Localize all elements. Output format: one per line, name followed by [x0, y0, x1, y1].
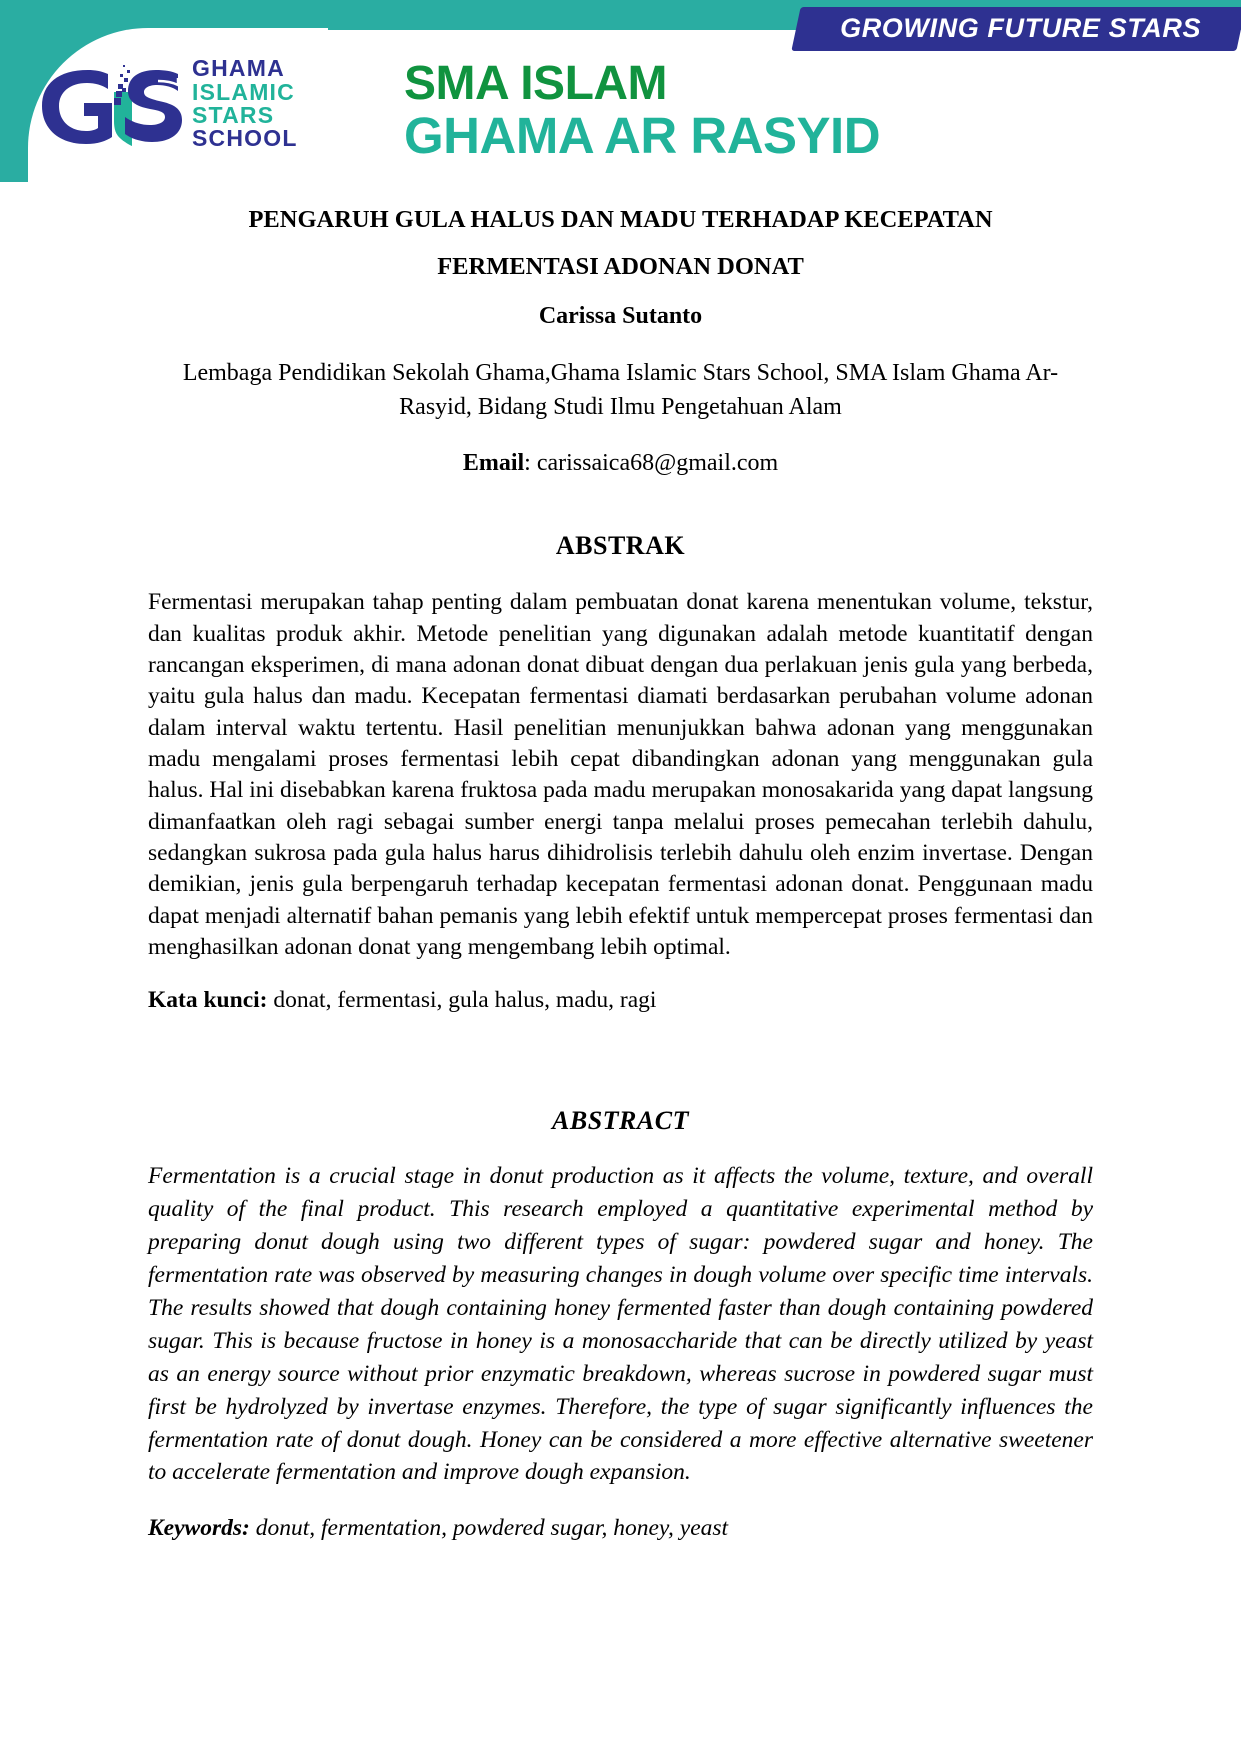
logo-word-line2: ISLAMIC — [192, 78, 295, 105]
logo-word-line3: STARS — [192, 102, 275, 128]
abstract-keywords-label: Keywords: — [148, 1515, 250, 1542]
abstrak-keywords-label: Kata kunci: — [148, 987, 268, 1014]
badge-label: GROWING FUTURE STARS — [840, 13, 1202, 43]
paper-title — [148, 208, 1093, 279]
school-name-line2: GHAMA AR RASYID — [404, 107, 881, 164]
abstract-keywords — [148, 1515, 1093, 1542]
abstrak-keywords — [148, 987, 1093, 1014]
paper-title-line1: PENGARUH GULA HALUS DAN MADU TERHADAP KECEPATAN — [248, 206, 993, 233]
abstrak-body: Fermentasi merupakan tahap penting dalam pembuatan donat karena menentukan volume, tekstur, dan kualitas produk akhir. Metode penelitian yang digunakan adalah metode kuantitatif dengan rancangan eksperimen, di mana adonan donat dibuat dengan dua perlakuan jenis gula yang berbeda, yaitu gula halus dan madu. Kecepatan fermentasi diamati berdasarkan perubahan volume adonan dalam interval waktu tertentu. Hasil penelitian menunjukkan bahwa adonan yang menggunakan madu mengalami proses fermentasi lebih cepat dibandingkan adonan yang menggunakan gula halus. Hal ini disebabkan karena fruktosa pada madu merupakan monosakarida yang dapat langsung dimanfaatkan oleh ragi sebagai sumber energi tanpa melalui proses pemecahan terlebih dahulu, sedangkan sukrosa pada gula halus harus dihidrolisis terlebih dahulu oleh enzim invertase. Dengan demikian, jenis gula berpengaruh terhadap kecepatan fermentasi adonan donat. Penggunaan madu dapat menjadi alternatif bahan pemanis yang lebih efektif untuk mempercepat proses fermentasi dan menghasilkan adonan donat yang mengembang lebih optimal. — [148, 589, 1093, 961]
school-name-heading — [404, 57, 881, 164]
logo-word-line1: GHAMA — [192, 55, 285, 82]
page-content — [148, 208, 1093, 1542]
email-label: Email — [462, 450, 525, 477]
abstrak-keywords-value: donat, fermentasi, gula halus, madu, ragi — [267, 987, 657, 1014]
paper-title-line2: FERMENTASI ADONAN DONAT — [437, 252, 804, 280]
letterhead-banner — [0, 0, 1241, 182]
school-logo — [28, 48, 298, 160]
author-email — [148, 450, 1093, 477]
abstract-body: Fermentation is a crucial stage in donut production as it affects the volume, texture, and overall quality of the final product. This research employed a quantitative experimental method by preparing donut dough using two different types of sugar: powdered sugar and honey. The fermentation rate was observed by measuring changes in dough volume over specific time intervals. The results showed that dough containing honey fermented faster than dough containing powdered sugar. This is because fructose in honey is a monosaccharide that can be directly utilized by yeast as an energy source without prior enzymatic breakdown, whereas sucrose in powdered sugar must first be hydrolyzed by invertase enzymes. Therefore, the type of sugar significantly influences the fermentation rate of donut dough. Honey can be considered a more effective alternative sweetener to accelerate fermentation and improve dough expansion. — [148, 1163, 1093, 1486]
author-affiliation: Lembaga Pendidikan Sekolah Ghama,Ghama Islamic Stars School, SMA Islam Ghama Ar-Rasyid, Bidang Studi Ilmu Pengetahuan Alam — [182, 360, 1059, 421]
abstrak-heading: ABSTRAK — [555, 531, 686, 561]
abstract-heading: ABSTRACT — [552, 1106, 689, 1136]
author-name: Carissa Sutanto — [538, 303, 703, 329]
email-address[interactable]: carissaica68@gmail.com — [536, 450, 779, 477]
logo-wordmark — [192, 57, 298, 151]
abstract-keywords-value: donut, fermentation, powdered sugar, honey, yeast — [249, 1515, 729, 1542]
school-name-line1: SMA ISLAM — [404, 57, 668, 110]
document-page — [0, 182, 1241, 1542]
gis-logo-icon — [28, 48, 188, 160]
growing-future-stars-badge — [796, 7, 1241, 50]
logo-word-line4: SCHOOL — [192, 125, 298, 152]
email-separator: : — [524, 450, 537, 477]
